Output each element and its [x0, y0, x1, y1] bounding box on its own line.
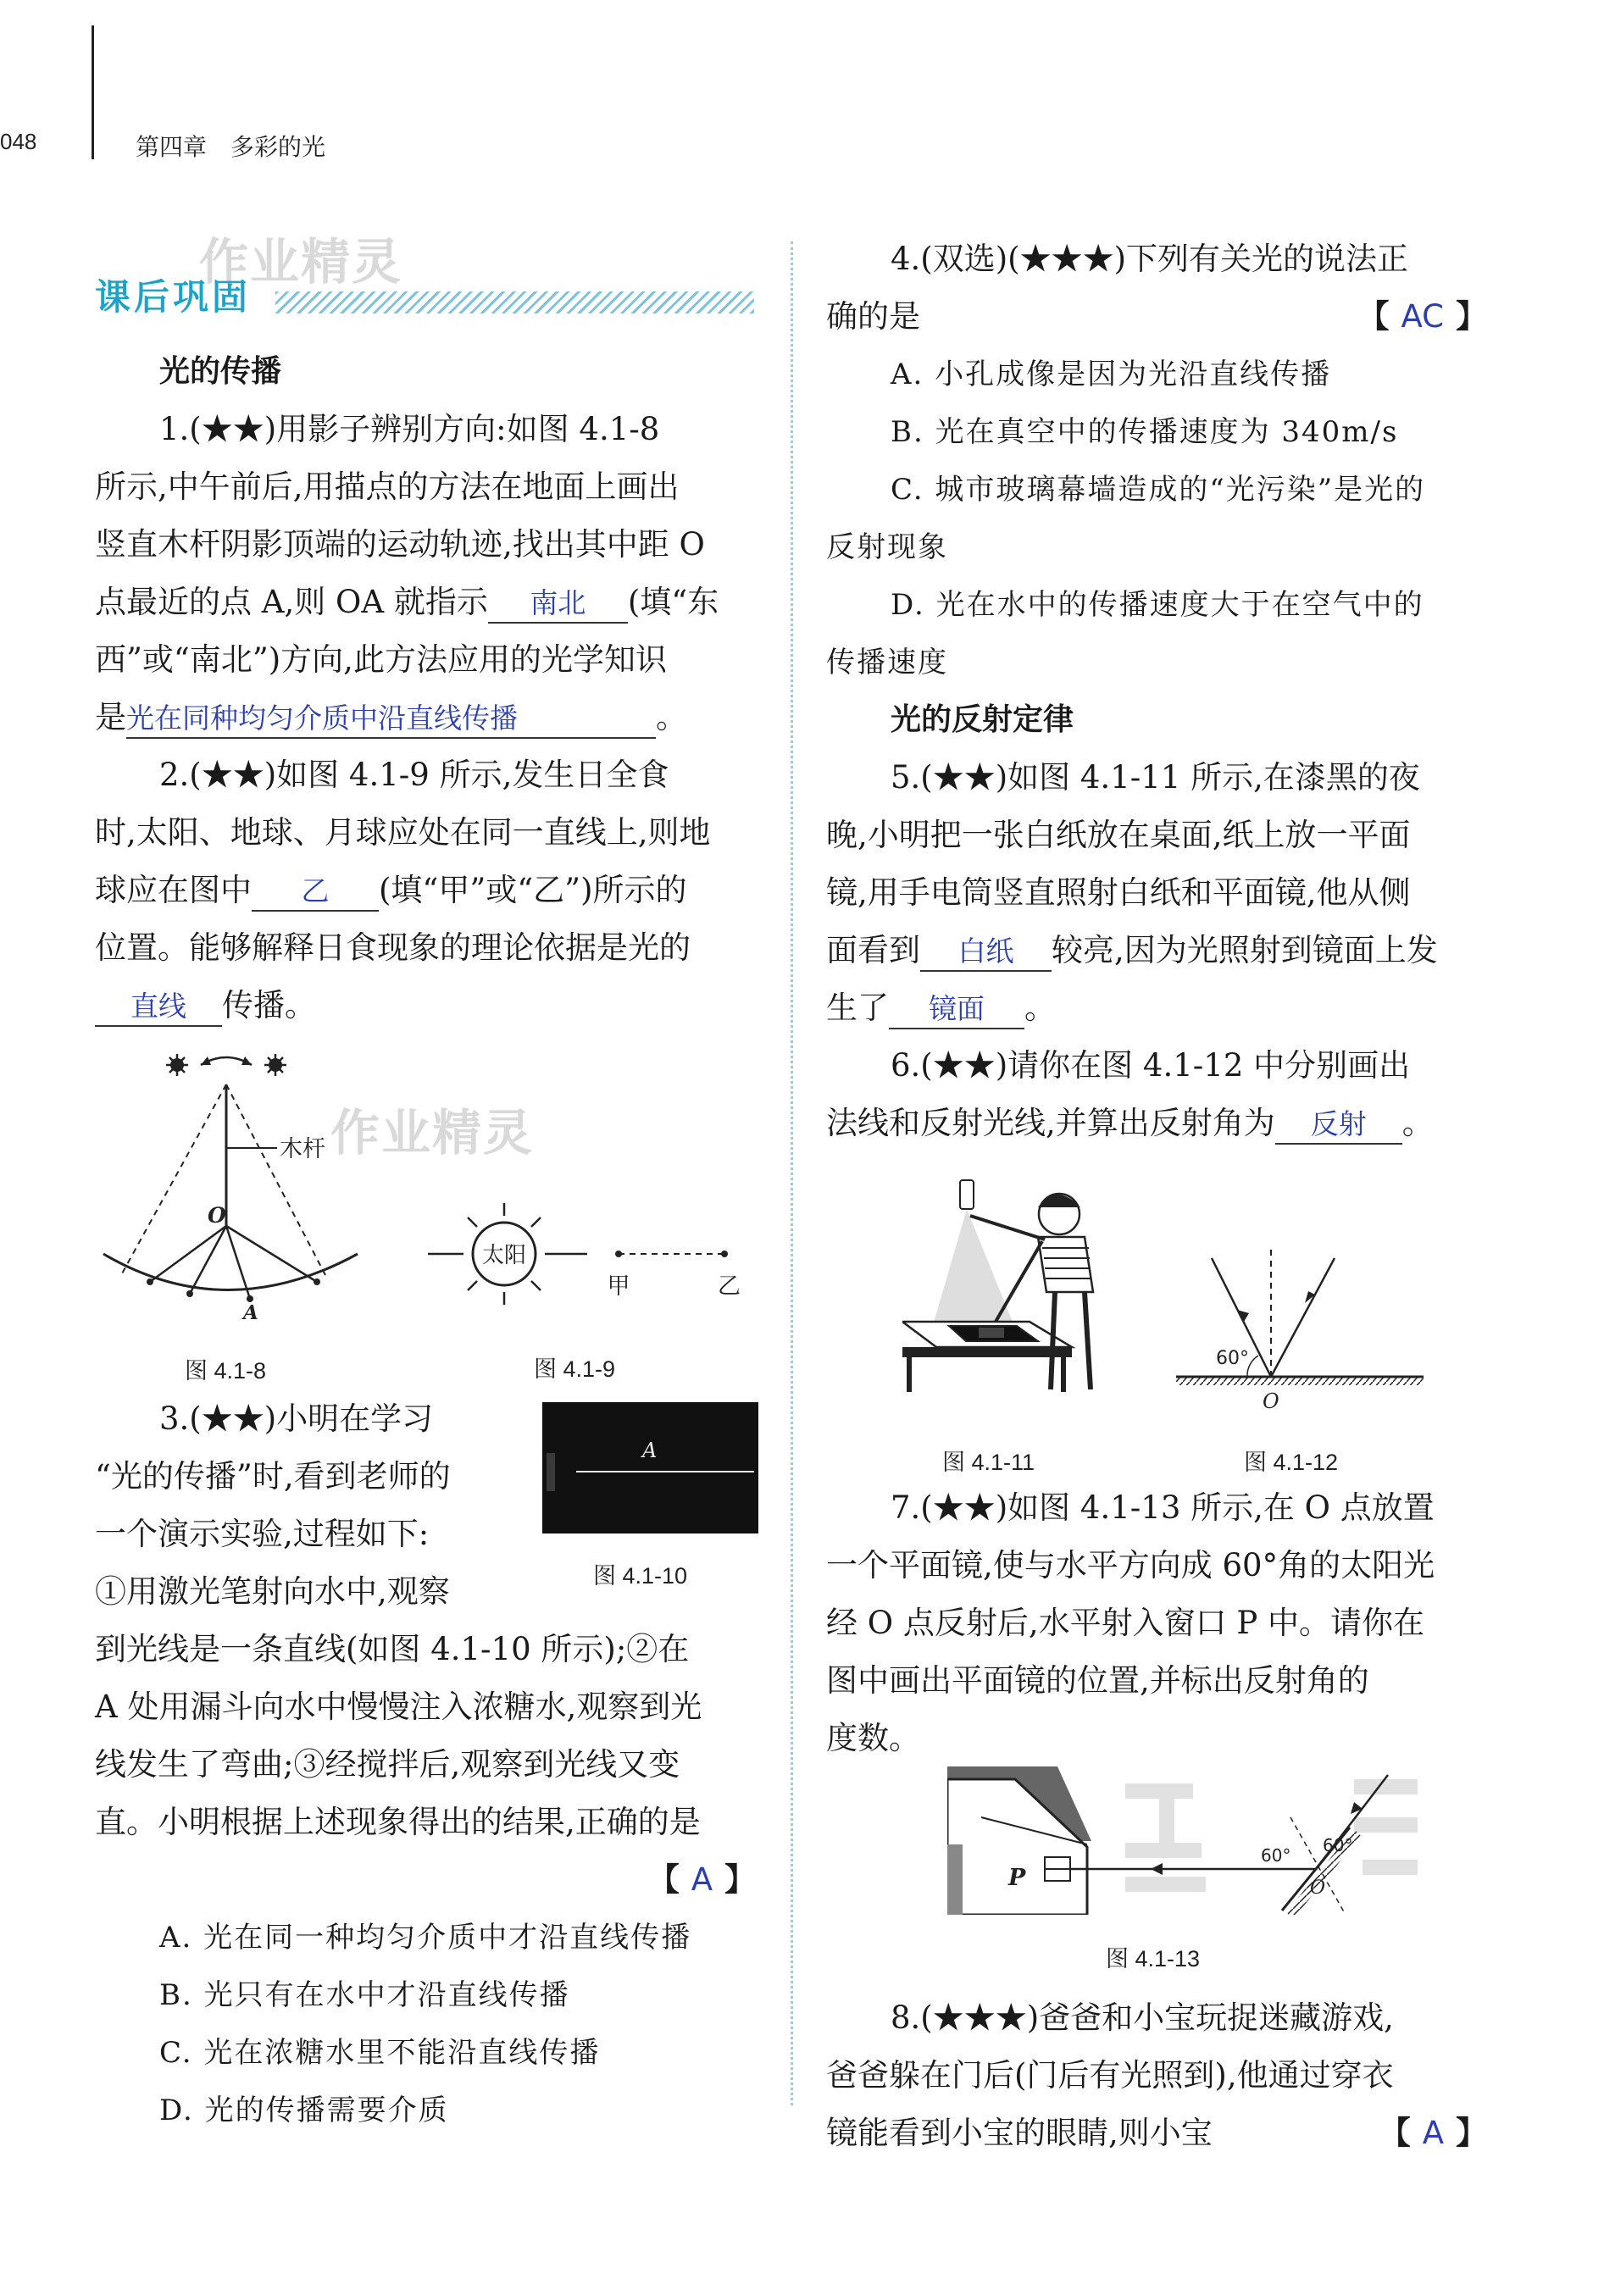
- heading-hatch: [275, 291, 754, 313]
- sun-icon: [166, 1054, 188, 1076]
- figure-4-1-9-caption: 图 4.1-9: [534, 1356, 616, 1382]
- q6-line: 6.(★★)请你在图 4.1-12 中分别画出: [891, 1047, 1411, 1084]
- q8-line: [826, 2105, 1487, 2162]
- q4-option-c: C. 城市玻璃幕墙造成的“光污染”是光的: [891, 473, 1426, 507]
- rod-label: 木杆: [280, 1136, 325, 1162]
- point-o-label: O: [1263, 1389, 1279, 1413]
- q7-line: 一个平面镜,使与水平方向成 60°角的太阳光: [826, 1547, 1435, 1583]
- q3-option-c: C. 光在浓糖水里不能沿直线传播: [159, 2036, 601, 2070]
- q3-line: 线发生了弯曲;③经搅拌后,观察到光线又变: [95, 1746, 680, 1783]
- q5-text: 较亮,因为光照射到镜面上发: [1052, 932, 1438, 968]
- q4-line: 4.(双选)(★★★)下列有关光的说法正: [891, 241, 1409, 277]
- q8-block: [826, 1989, 1487, 2162]
- q5-line: 5.(★★)如图 4.1-11 所示,在漆黑的夜: [891, 759, 1420, 796]
- q7-line: 图中画出平面镜的位置,并标出反射角的: [826, 1662, 1369, 1699]
- q8-line: 爸爸躲在门后(门后有光照到),他通过穿衣: [826, 2057, 1394, 2094]
- q2-text: 球应在图中: [95, 872, 252, 908]
- figure-4-1-8: [95, 1046, 451, 1326]
- q2-line: 位置。能够解释日食现象的理论依据是光的: [95, 929, 691, 966]
- window-p-label: P: [1008, 1865, 1026, 1891]
- angle-label: 60°: [1323, 1835, 1353, 1855]
- angle-label: 60°: [1261, 1845, 1291, 1866]
- q1-line: [95, 689, 756, 746]
- figure-4-1-13-caption: 图 4.1-13: [1106, 1946, 1201, 1972]
- q3-line: A 处用漏斗向水中慢慢注入浓糖水,观察到光: [95, 1689, 702, 1725]
- q4-option-c-cont: 反射现象: [826, 530, 948, 564]
- q5-text: 生了: [826, 990, 889, 1026]
- q4-text: 确的是: [826, 298, 920, 335]
- q8-text: 镜能看到小宝的眼睛,则小宝: [826, 2115, 1213, 2151]
- q3-line: ①用激光笔射向水中,观察: [95, 1573, 450, 1610]
- q5-line: [826, 922, 1487, 979]
- point-a-label: A: [642, 1439, 658, 1462]
- q3-option-a: A. 光在同一种均匀介质中才沿直线传播: [159, 1921, 692, 1955]
- section-heading: 课后巩固: [95, 276, 252, 318]
- figure-4-1-11-caption: 图 4.1-11: [942, 1450, 1035, 1475]
- q1-text: 。: [656, 699, 687, 735]
- subsection-reflection: 光的反射定律: [891, 702, 1074, 737]
- q1-text: (填“东: [627, 584, 719, 620]
- q1-line: [95, 574, 756, 631]
- point-o-label: O: [208, 1203, 226, 1228]
- left-column-upper: [95, 343, 756, 1034]
- q8-answer: 【 A 】: [1379, 2115, 1487, 2151]
- q3-line: 直。小明根据上述现象得出的结果,正确的是: [95, 1804, 701, 1840]
- angle-label: 60°: [1216, 1348, 1249, 1369]
- q2-line: 2.(★★)如图 4.1-9 所示,发生日全食: [159, 757, 669, 793]
- q7-block: [826, 1479, 1487, 1767]
- q2-text: (填“甲”或“乙”)所示的: [379, 872, 687, 908]
- q7-line: 7.(★★)如图 4.1-13 所示,在 O 点放置: [891, 1489, 1435, 1526]
- q2-answer-blank-1[interactable]: 乙: [252, 873, 379, 912]
- q3-wide-block: [95, 1621, 756, 2139]
- header-rule: [92, 25, 94, 159]
- q2-answer-blank-2[interactable]: 直线: [95, 988, 222, 1027]
- q6-text: 法线和反射光线,并算出反射角为: [826, 1105, 1275, 1141]
- sun-icon: [264, 1054, 286, 1076]
- q2-line: 时,太阳、地球、月球应处在同一直线上,则地: [95, 814, 711, 851]
- q3-answer: 【 A 】: [647, 1861, 756, 1898]
- figure-4-1-11: [902, 1173, 1118, 1398]
- figure-4-1-10-caption: 图 4.1-10: [593, 1563, 688, 1589]
- q5-text: 面看到: [826, 932, 920, 968]
- q6-text: 。: [1401, 1105, 1434, 1141]
- column-divider: [791, 241, 793, 2105]
- q8-line: 8.(★★★)爸爸和小宝玩捉迷藏游戏,: [891, 1999, 1394, 2036]
- q4-option-d-cont: 传播速度: [826, 646, 948, 679]
- q3-line: 3.(★★)小明在学习: [159, 1400, 434, 1437]
- q7-line: 度数。: [826, 1720, 920, 1756]
- watermark: 作业精灵: [199, 233, 403, 291]
- figure-4-1-8-caption: 图 4.1-8: [185, 1358, 267, 1384]
- point-a-label: A: [243, 1301, 258, 1324]
- q1-line: 所示,中午前后,用描点的方法在地面上画出: [95, 469, 680, 505]
- q5-text: 。: [1024, 990, 1056, 1026]
- watermark: 作业精灵: [330, 1104, 535, 1162]
- q1-answer-blank-1[interactable]: 南北: [488, 585, 628, 624]
- q4-option-d: D. 光在水中的传播速度大于在空气中的: [891, 588, 1424, 622]
- q5-line: 镜,用手电筒竖直照射白纸和平面镜,他从侧: [826, 874, 1411, 911]
- q2-line: [95, 862, 756, 919]
- q4-option-b: B. 光在真空中的传播速度为 340m/s: [891, 415, 1399, 449]
- q6-line: [826, 1095, 1487, 1152]
- q4-option-a: A. 小孔成像是因为光沿直线传播: [891, 358, 1332, 391]
- figure-4-1-10: [542, 1402, 758, 1533]
- q3-narrow-block: [95, 1390, 536, 1621]
- q3-answer-row: [95, 1851, 756, 1909]
- q3-line: 一个演示实验,过程如下:: [95, 1516, 430, 1552]
- reflected-ray: [1271, 1258, 1335, 1377]
- q1-text: 点最近的点 A,则 OA 就指示: [95, 584, 488, 620]
- q4-answer: 【 AC 】: [1357, 298, 1487, 335]
- q3-option-d: D. 光的传播需要介质: [159, 2094, 449, 2127]
- q3-answer-value[interactable]: A: [691, 1861, 713, 1898]
- q4-answer-value[interactable]: AC: [1401, 298, 1444, 335]
- page-number: 048: [0, 129, 37, 154]
- q4-line: [826, 288, 1487, 346]
- figure-4-1-12-caption: 图 4.1-12: [1244, 1450, 1339, 1475]
- q5-line: [826, 979, 1487, 1037]
- position-yi-label: 乙: [718, 1273, 741, 1300]
- q3-line: 到光线是一条直线(如图 4.1-10 所示);②在: [95, 1631, 690, 1667]
- position-jia-label: 甲: [607, 1273, 630, 1300]
- chapter-title: 第四章 多彩的光: [136, 133, 326, 161]
- figure-4-1-9: [419, 1199, 758, 1334]
- shadow-trajectory: [103, 1254, 358, 1290]
- subsection-propagation: 光的传播: [159, 354, 282, 389]
- q1-line: 1.(★★)用影子辨别方向:如图 4.1-8: [159, 411, 660, 447]
- q8-answer-value[interactable]: A: [1422, 2115, 1444, 2151]
- q1-line: 竖直木杆阴影顶端的运动轨迹,找出其中距 O: [95, 526, 705, 563]
- flashlight-icon: [928, 1180, 1021, 1343]
- figure-4-1-12: [1169, 1237, 1432, 1415]
- q5-line: 晚,小明把一张白纸放在桌面,纸上放一平面: [826, 817, 1411, 853]
- q7-line: 经 O 点反射后,水平射入窗口 P 中。请你在: [826, 1605, 1425, 1641]
- q5-answer-blank-2[interactable]: 镜面: [889, 990, 1024, 1029]
- q1-line: 西”或“南北”)方向,此方法应用的光学知识: [95, 641, 667, 678]
- q6-answer-blank[interactable]: 反射: [1275, 1106, 1402, 1145]
- right-column-upper: [826, 230, 1487, 1152]
- point-o-label: O: [1310, 1877, 1326, 1899]
- q3-line: “光的传播”时,看到老师的: [95, 1458, 451, 1495]
- sun-label: 太阳: [481, 1243, 527, 1268]
- q3-option-b: B. 光只有在水中才沿直线传播: [159, 1978, 570, 2012]
- q2-line: [95, 977, 756, 1034]
- q2-text: 传播。: [222, 987, 316, 1023]
- q5-answer-blank-1[interactable]: 白纸: [920, 933, 1052, 972]
- q1-answer-blank-2[interactable]: 光在同种均匀介质中沿直线传播: [126, 700, 656, 739]
- q1-text: 是: [95, 699, 126, 735]
- figure-4-1-13: [947, 1766, 1426, 1915]
